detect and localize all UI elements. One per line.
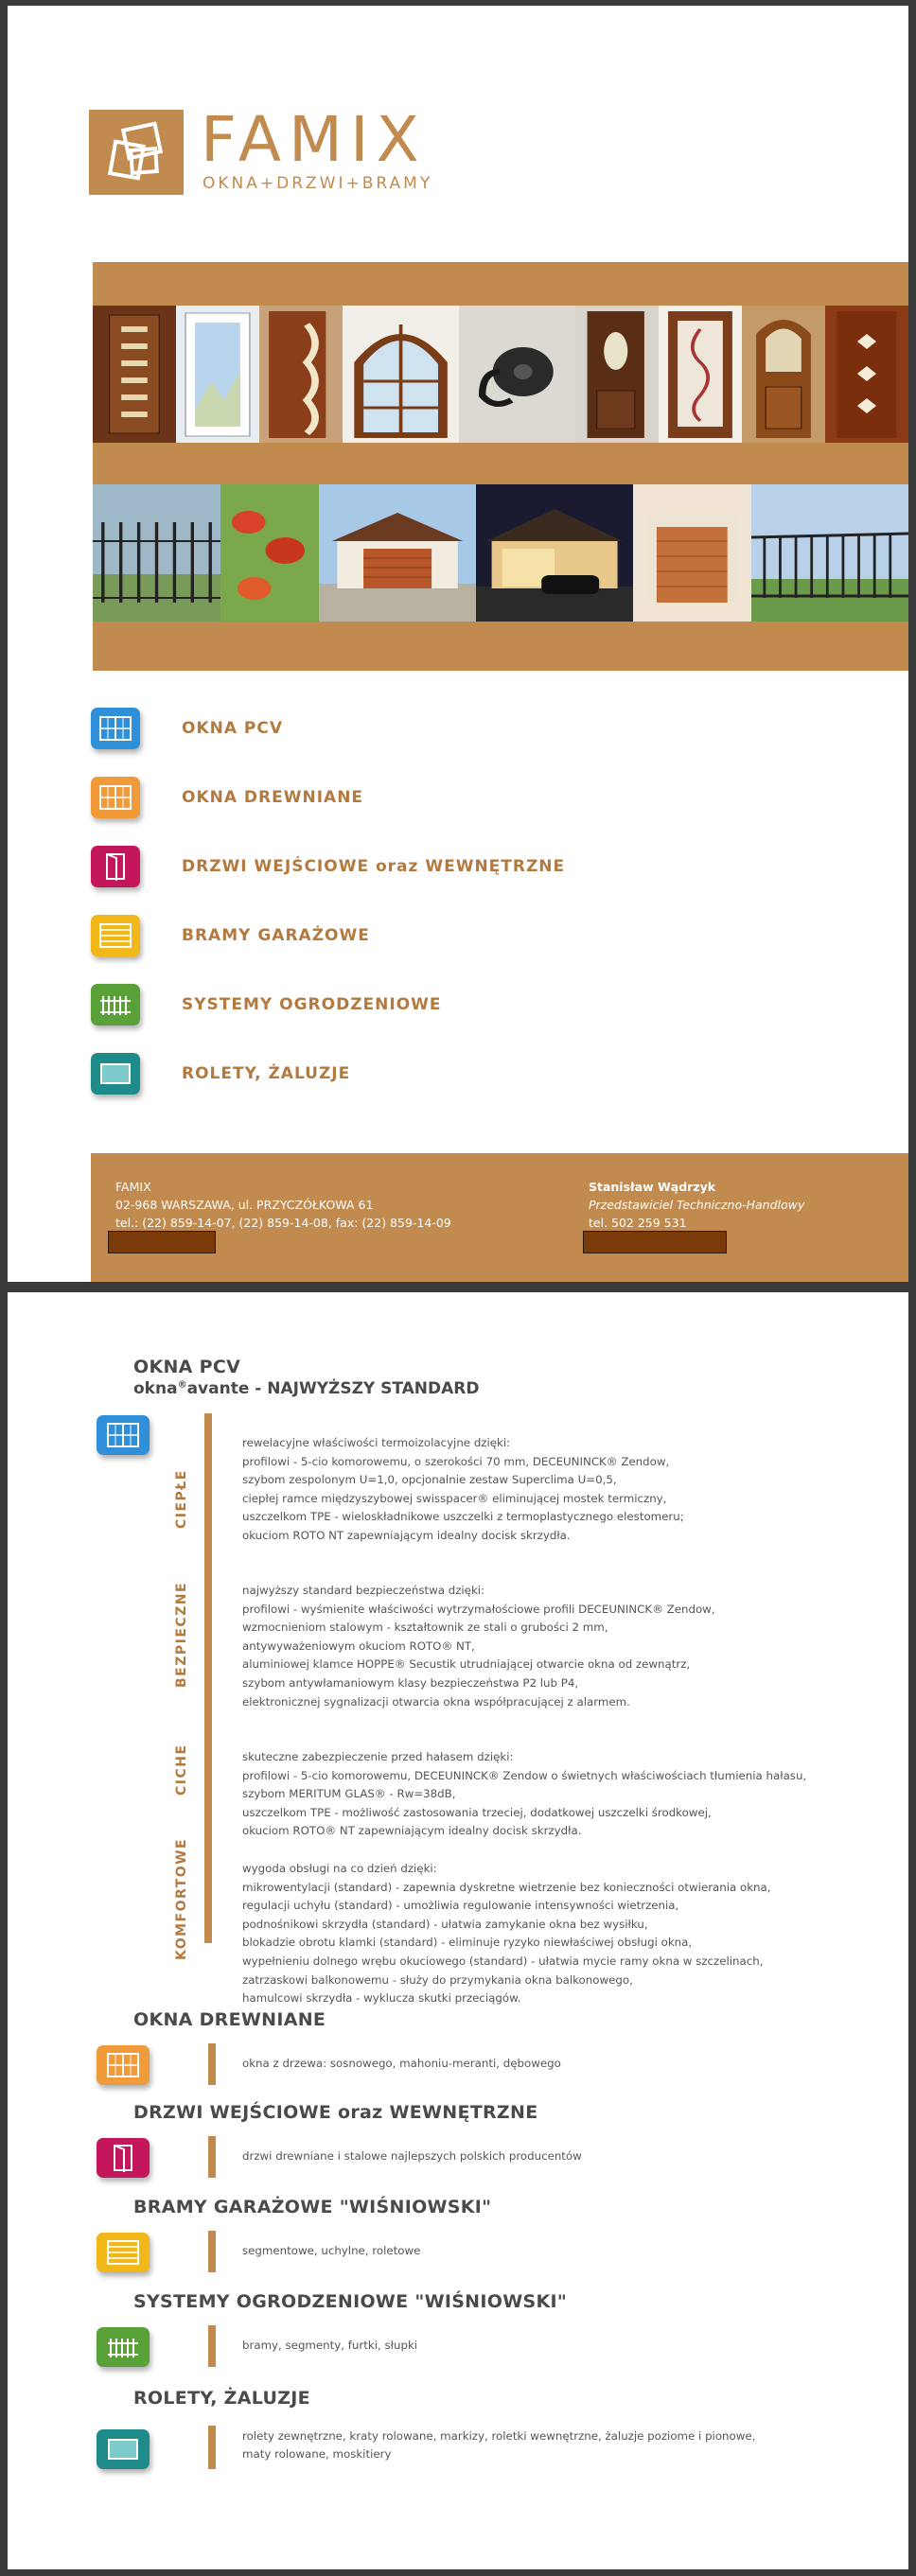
product-desc: okna z drzewa: sosnowego, mahoniu-meranti, dębowego xyxy=(242,2057,561,2070)
subtitle-pre: okna xyxy=(133,1379,178,1398)
menu-item-systemy[interactable] xyxy=(91,984,753,1025)
product-desc: drzwi drewniane i stalowe najlepszych polskich producentów xyxy=(242,2149,582,2163)
product-menu xyxy=(91,708,753,1122)
line: regulacji uchyłu (standard) - umożliwia regulowanie intensywności wietrzenia, xyxy=(242,1899,679,1913)
line: ciepłej ramce międzyszybowej swisspacer® eliminującej mostek termiczny, xyxy=(242,1491,667,1505)
photo-door-interior xyxy=(575,306,659,443)
comfort-text xyxy=(242,1860,771,2008)
menu-item-drzwi[interactable] xyxy=(91,846,753,887)
photo-arched-window xyxy=(343,306,459,443)
warm-text xyxy=(242,1434,684,1546)
line: skuteczne zabezpieczenie przed hałasem dzięki: xyxy=(242,1750,514,1763)
line: hamulcowi skrzydła - wyklucza skutki przeciągów. xyxy=(242,1991,521,2006)
menu-item-okna-pcv[interactable] xyxy=(91,708,753,749)
gates-fences-photos xyxy=(93,484,908,622)
doors-windows-photos xyxy=(93,306,908,443)
product-bar xyxy=(208,2136,216,2178)
product-title-bramy: BRAMY GARAŻOWE "WIŚNIOWSKI" xyxy=(133,2197,492,2217)
line: wypełnieniu dolnego wrębu okuciowego (standard) - ułatwia mycie ramy okna w szczelinach, xyxy=(242,1954,764,1968)
subtitle-reg: ® xyxy=(177,1379,187,1391)
product-title-okna-drewniane: OKNA DREWNIANE xyxy=(133,2009,326,2030)
fence-icon xyxy=(97,2327,150,2367)
product-bar xyxy=(208,2325,216,2367)
brand-tagline: OKNA+DRZWI+BRAMY xyxy=(203,174,433,193)
details-page xyxy=(8,1292,908,2569)
menu-label: DRZWI WEJŚCIOWE oraz WEWNĘTRZNE xyxy=(182,857,566,876)
product-desc: segmentowe, uchylne, roletowe xyxy=(242,2244,421,2257)
pcv-icon-block xyxy=(97,1415,150,1455)
menu-item-okna-drewniane[interactable] xyxy=(91,777,753,818)
menu-label: OKNA PCV xyxy=(182,719,284,738)
photo-garage-day xyxy=(319,484,476,622)
product-bar xyxy=(208,2231,216,2272)
redacted-box-right xyxy=(583,1231,727,1253)
pcv-features-bar xyxy=(204,1413,212,1943)
line: okuciom ROTO NT zapewniającym idealny docisk skrzydła. xyxy=(242,1528,571,1542)
product-photo-band xyxy=(93,262,908,671)
product-bar xyxy=(208,2043,216,2085)
product-title-systemy: SYSTEMY OGRODZENIOWE "WIŚNIOWSKI" xyxy=(133,2291,568,2312)
product-icon-block xyxy=(97,2327,150,2367)
section-label-warm: CIEPŁE xyxy=(174,1469,189,1529)
safe-text xyxy=(242,1582,715,1711)
footer-address: 02-968 WARSZAWA, ul. PRZYCZÓŁKOWA 61 xyxy=(115,1198,374,1212)
garage-gate-icon xyxy=(91,915,140,956)
menu-label: SYSTEMY OGRODZENIOWE xyxy=(182,995,442,1014)
line: wzmocnieniom stalowym - kształtownik ze stali o grubości 2 mm, xyxy=(242,1621,608,1635)
footer-person: Stanisław Wądrzyk xyxy=(589,1180,716,1194)
line: profilowi - 5-cio komorowemu, o szerokości 70 mm, DECEUNINCK® Zendow, xyxy=(242,1454,670,1468)
desc-line: rolety zewnętrzne, kraty rolowane, markizy, roletki wewnętrzne, żaluzje poziome i pionowe, xyxy=(242,2429,756,2443)
line: okuciom ROTO® NT zapewniającym idealny docisk skrzydła. xyxy=(242,1824,582,1838)
section-label-quiet: CICHE xyxy=(174,1744,189,1796)
photo-door-wood xyxy=(93,306,176,443)
footer-company: FAMIX xyxy=(115,1180,151,1194)
blinds-icon xyxy=(97,2429,150,2469)
photo-fence-wrought xyxy=(93,484,220,622)
window-wood-icon xyxy=(97,2045,150,2085)
famix-logo xyxy=(89,103,433,195)
line: uszczelkom TPE - możliwość zastosowania trzeciej, dodatkowej uszczelki środkowej, xyxy=(242,1805,712,1819)
line: najwyższy standard bezpieczeństwa dzięki: xyxy=(242,1584,485,1597)
pcv-title: OKNA PCV xyxy=(133,1357,241,1377)
line: szybom zespolonym U=1,0, opcjonalnie zestaw Superclima U=0,5, xyxy=(242,1473,617,1487)
line: podnośnikowi skrzydła (standard) - ułatwia zamykanie okna bez wysiłku, xyxy=(242,1917,648,1931)
photo-garage-night xyxy=(476,484,633,622)
line: blokadzie obrotu klamki (standard) - eliminuje ryzyko niewłaściwej obsługi okna, xyxy=(242,1936,693,1950)
product-icon-block xyxy=(97,2233,150,2272)
quiet-text xyxy=(242,1748,806,1841)
section-label-comfort: KOMFORTOWE xyxy=(174,1837,189,1960)
line: elektronicznej sygnalizacji otwarcia okna współpracującej z alarmem. xyxy=(242,1694,630,1709)
blinds-icon xyxy=(91,1053,140,1095)
product-desc: bramy, segmenty, furtki, słupki xyxy=(242,2339,418,2352)
contact-footer xyxy=(91,1153,908,1282)
fence-icon xyxy=(91,984,140,1025)
photo-door-arched-wood xyxy=(742,306,825,443)
door-icon xyxy=(97,2138,150,2178)
line: profilowi - 5-cio komorowemu, DECEUNINCK® Zendow o świetnych właściwościach tłumienia hałasu, xyxy=(242,1768,807,1782)
line: szybom MERITUM GLAS® - Rw=38dB, xyxy=(242,1787,456,1801)
window-wood-icon xyxy=(91,777,140,818)
menu-item-rolety[interactable] xyxy=(91,1053,753,1095)
footer-phones: tel.: (22) 859-14-07, (22) 859-14-08, fax: (22) 859-14-09 xyxy=(115,1216,451,1230)
line: profilowi - wyśmienite właściwości wytrzymałościowe profili DECEUNINCK® Zendow, xyxy=(242,1602,715,1616)
line: aluminiowej klamce HOPPE® Secustik utrudniającej otwarcie okna od zewnątrz, xyxy=(242,1657,691,1672)
line: uszczelkom TPE - wieloskładnikowe uszczelki z termoplastycznego elestomeru; xyxy=(242,1510,684,1524)
line: szybom antywłamaniowym klasy bezpieczeństwa P2 lub P4, xyxy=(242,1675,579,1690)
menu-label: ROLETY, ŻALUZJE xyxy=(182,1064,351,1083)
photo-door-glass xyxy=(659,306,742,443)
redacted-box-left xyxy=(108,1231,216,1253)
photo-door-curved xyxy=(259,306,343,443)
product-bar xyxy=(208,2426,216,2469)
product-icon-block xyxy=(97,2045,150,2085)
product-icon-block xyxy=(97,2429,150,2469)
line: mikrowentylacji (standard) - zapewnia dyskretne wietrzenie bez konieczności otwierania okna, xyxy=(242,1880,771,1894)
menu-label: OKNA DREWNIANE xyxy=(182,788,364,807)
cover-page xyxy=(8,6,908,1282)
product-title-rolety: ROLETY, ŻALUZJE xyxy=(133,2388,310,2409)
line: rewelacyjne właściwości termoizolacyjne dzięki: xyxy=(242,1436,511,1449)
logo-mark-icon xyxy=(89,110,184,195)
brand-name: FAMIX xyxy=(201,103,427,176)
photo-door-diamonds xyxy=(825,306,908,443)
section-label-safe: BEZPIECZNE xyxy=(174,1581,189,1688)
window-pvc-icon xyxy=(97,1415,150,1455)
menu-item-bramy[interactable] xyxy=(91,915,753,956)
product-icon-block xyxy=(97,2138,150,2178)
photo-window-white xyxy=(176,306,259,443)
door-icon xyxy=(91,846,140,887)
line: zatrzaskowi balkonowemu - służy do przymykania okna balkonowego, xyxy=(242,1972,633,1987)
photo-gate-metal xyxy=(751,484,908,622)
product-title-drzwi: DRZWI WEJŚCIOWE oraz WEWNĘTRZNE xyxy=(133,2102,538,2123)
footer-role: Przedstawiciel Techniczno-Handlowy xyxy=(589,1198,805,1212)
desc-line: maty rolowane, moskitiery xyxy=(242,2447,392,2461)
subtitle-post: avante - NAJWYŻSZY STANDARD xyxy=(186,1379,480,1398)
line: antywyważeniowym okuciom ROTO® NT, xyxy=(242,1638,475,1653)
line: wygoda obsługi na co dzień dzięki: xyxy=(242,1862,437,1875)
garage-gate-icon xyxy=(97,2233,150,2272)
window-pvc-icon xyxy=(91,708,140,749)
menu-label: BRAMY GARAŻOWE xyxy=(182,926,370,945)
photo-garage-door xyxy=(633,484,751,622)
pcv-subtitle xyxy=(133,1379,480,1398)
photo-garden-flowers xyxy=(220,484,319,622)
product-desc xyxy=(242,2427,755,2463)
footer-tel: tel. 502 259 531 xyxy=(589,1216,687,1230)
photo-handle-closeup xyxy=(459,306,575,443)
